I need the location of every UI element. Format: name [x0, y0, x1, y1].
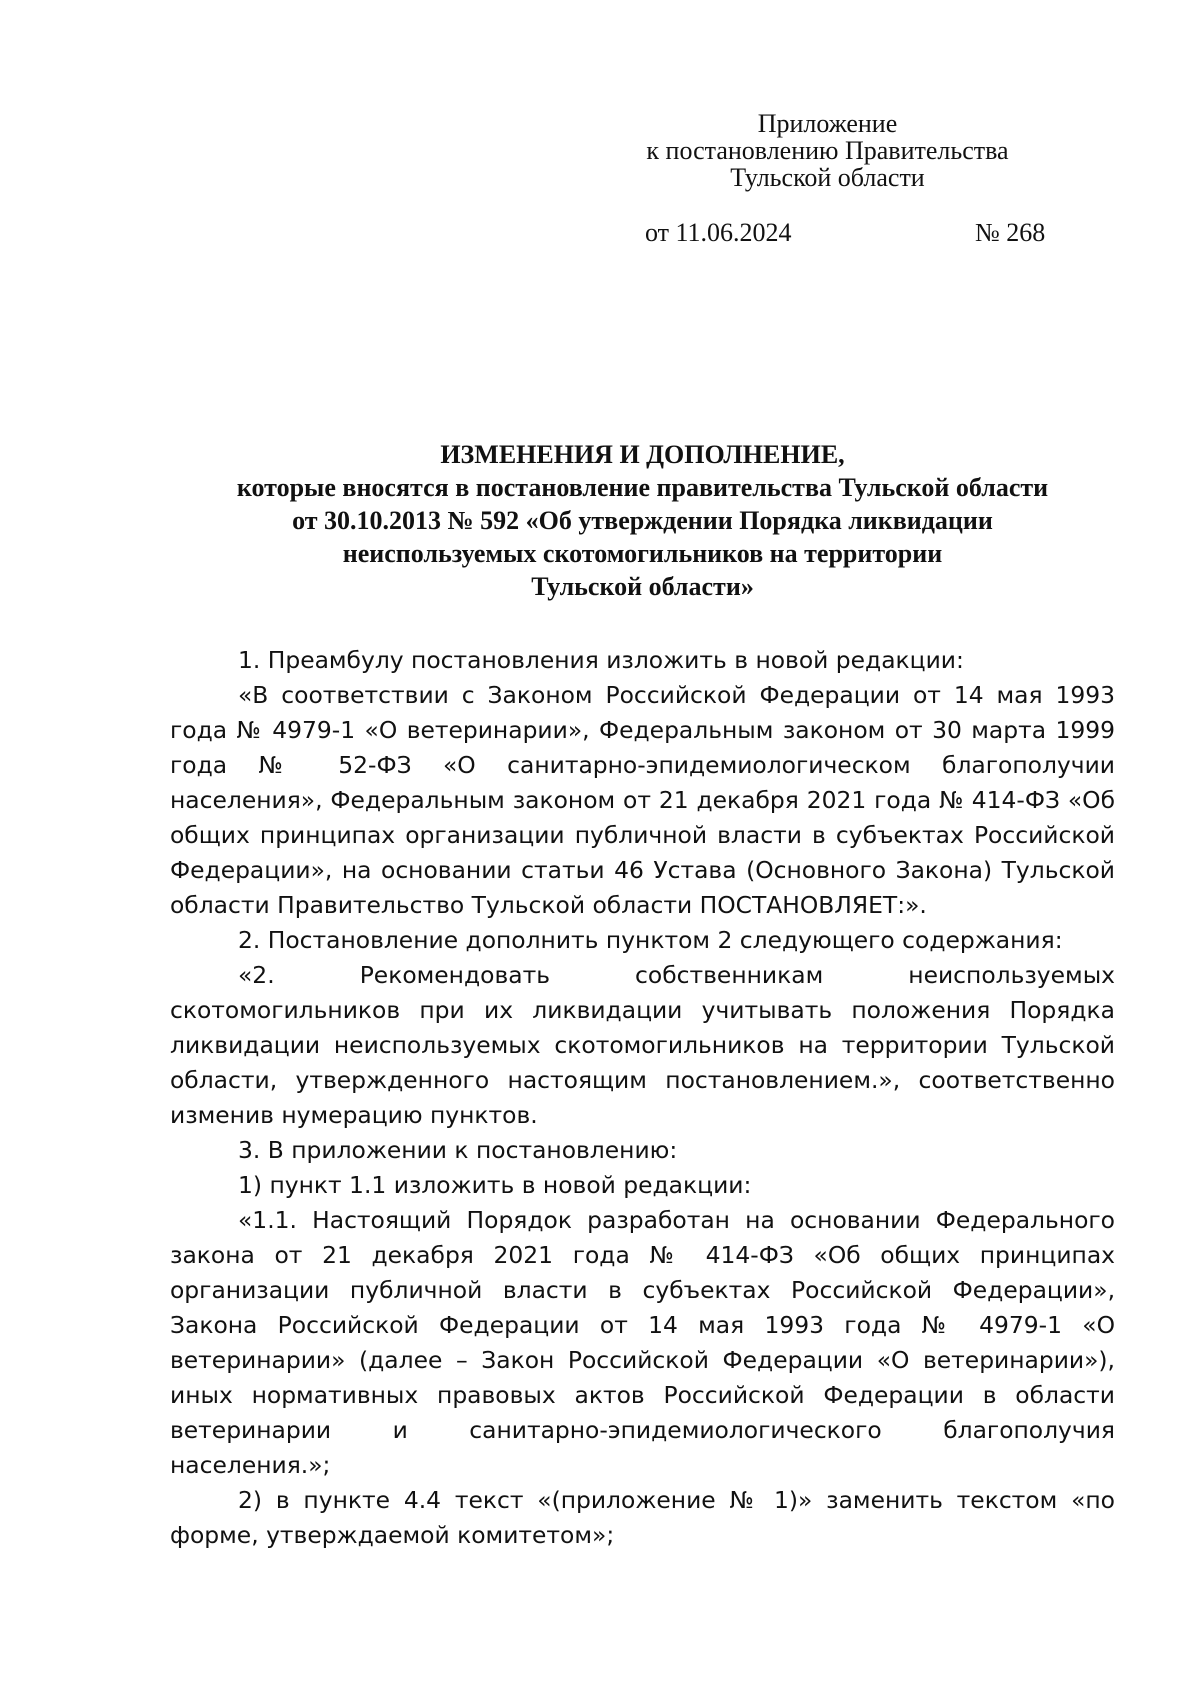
title-line: ИЗМЕНЕНИЯ И ДОПОЛНЕНИЕ,: [440, 440, 845, 469]
title-line: неиспользуемых скотомогильников на территории: [342, 539, 943, 568]
appendix-resolution-ref: к постановлению Правительства: [646, 136, 1009, 165]
paragraph-subitem-1: 1) пункт 1.1 изложить в новой редакции:: [238, 1171, 752, 1199]
paragraph-preamble-text: «В соответствии с Законом Российской Федерации от 14 мая 1993 года № 4979-1 «О ветеринарии», Федеральным законом от 30 марта 1999 года № 52-ФЗ «О санитарно-эпидемиологическом благополучии населения», Федеральным законом от 21 декабря 2021 года № 414-ФЗ «Об общих принципах организации публичной власти в субъектах Российской Федерации», на основании статьи 46 Устава (Основного Закона) Тульской области Правительство Тульской области ПОСТАНОВЛЯЕТ:».: [170, 681, 1115, 919]
title-line: которые вносятся в постановление правительства Тульской области: [236, 473, 1049, 502]
paragraph-item-2: 2. Постановление дополнить пунктом 2 следующего содержания:: [238, 926, 1063, 954]
paragraph-subitem-2: 2) в пункте 4.4 текст «(приложение № 1)» заменить текстом «по форме, утверждаемой комитетом»;: [170, 1486, 1115, 1549]
paragraph-item-1: 1. Преамбулу постановления изложить в новой редакции:: [238, 646, 964, 674]
document-title: [170, 438, 1115, 603]
title-line: Тульской области»: [531, 572, 754, 601]
paragraph-item-3: 3. В приложении к постановлению:: [238, 1136, 678, 1164]
title-line: от 30.10.2013 № 592 «Об утверждении Порядка ликвидации: [292, 506, 993, 535]
appendix-label: Приложение: [757, 109, 898, 138]
appendix-region: Тульской области: [730, 163, 925, 192]
appendix-header: [610, 110, 1045, 191]
document-body: [170, 643, 1115, 1553]
paragraph-clause-1-1-text: «1.1. Настоящий Порядок разработан на основании Федерального закона от 21 декабря 2021 года № 414-ФЗ «Об общих принципах организации публичной власти в субъектах Российской Федерации», Закона Российской Федерации от 14 мая 1993 года № 4979-1 «О ветеринарии» (далее – Закон Российской Федерации «О ветеринарии»), иных нормативных правовых актов Российской Федерации в области ветеринарии и санитарно-эпидемиологического благополучия населения.»;: [170, 1206, 1115, 1479]
document-number: № 268: [975, 218, 1046, 247]
paragraph-clause-2-text: «2. Рекомендовать собственникам неиспользуемых скотомогильников при их ликвидации учитывать положения Порядка ликвидации неиспользуемых скотомогильников на территории Тульской области, утвержденного настоящим постановлением.», соответственно изменив нумерацию пунктов.: [170, 961, 1115, 1129]
document-date: от 11.06.2024: [645, 218, 792, 247]
